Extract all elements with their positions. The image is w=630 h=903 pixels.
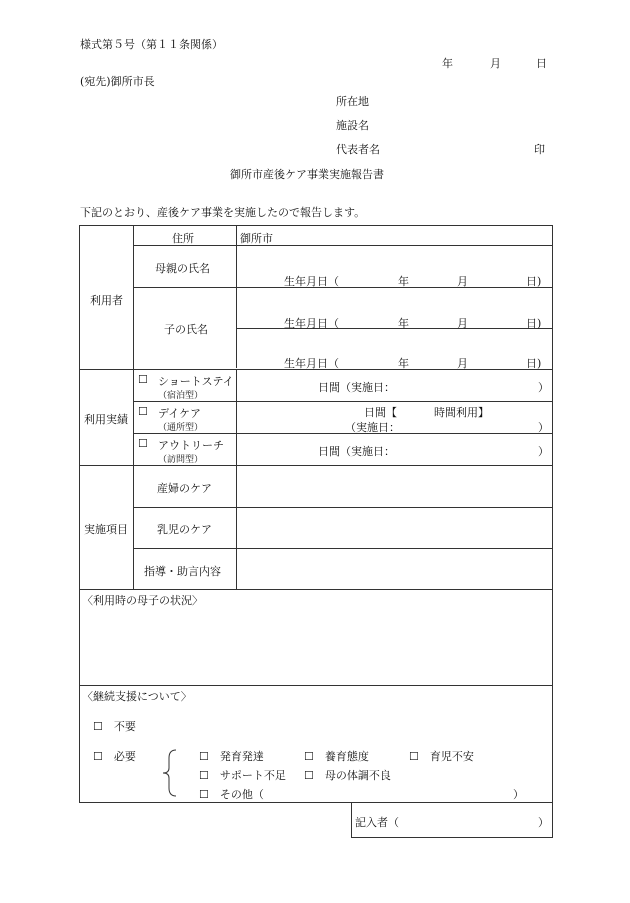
support-needed[interactable]: ☐ 必要 — [93, 750, 136, 763]
outreach-name: アウトリーチ — [158, 439, 224, 452]
option-lack-of-support[interactable]: ☐ サポート不足 — [199, 769, 286, 782]
short-stay-name: ショートステイ — [158, 375, 234, 388]
day-care-name: デイケア — [158, 407, 202, 420]
address-value: 御所市 — [240, 232, 273, 245]
item-guidance: 指導・助言内容 — [144, 565, 221, 578]
recorder-close: ） — [538, 816, 549, 829]
item-maternal-care: 産婦のケア — [157, 482, 212, 495]
date-day-label: 日 — [536, 57, 547, 70]
outreach-close: ） — [538, 445, 549, 458]
seal-label: 印 — [534, 143, 545, 156]
child-name-label: 子の氏名 — [164, 323, 208, 336]
day-care-detail-line1: 日間【 — [364, 406, 397, 419]
document-title: 御所市産後ケア事業実施報告書 — [230, 168, 384, 181]
applicant-facility-label: 施設名 — [336, 119, 369, 132]
user-section-label: 利用者 — [90, 294, 123, 307]
mother-dob-month: 月 — [457, 275, 468, 288]
day-care-close: ） — [538, 421, 549, 434]
applicant-rep-label: 代表者名 — [336, 143, 380, 156]
option-mother-health[interactable]: ☐ 母の体調不良 — [304, 769, 391, 782]
child1-dob-year: 年 — [398, 317, 409, 330]
mother-dob-year: 年 — [398, 275, 409, 288]
mother-name-label: 母親の氏名 — [155, 262, 210, 275]
mother-dob-day: 日) — [526, 275, 542, 288]
outreach-checkbox[interactable]: ☐ — [138, 437, 148, 450]
option-other-close: ） — [513, 788, 524, 801]
applicant-address-label: 所在地 — [336, 95, 369, 108]
date-year-label: 年 — [442, 57, 453, 70]
child2-dob-year: 年 — [398, 357, 409, 370]
outreach-type: （訪問型） — [158, 455, 204, 465]
outreach-detail: 日間（実施日： — [318, 445, 395, 458]
day-care-checkbox[interactable]: ☐ — [138, 405, 148, 418]
address-label: 住所 — [172, 232, 194, 245]
day-care-detail-hours: 時間利用】 — [434, 406, 489, 419]
option-childcare-anxiety[interactable]: ☐ 育児不安 — [409, 750, 474, 763]
child2-dob-label: 生年月日（ — [284, 357, 339, 370]
option-growth[interactable]: ☐ 発育発達 — [199, 750, 264, 763]
items-section-label: 実施項目 — [84, 523, 128, 536]
mother-dob-label: 生年月日（ — [284, 275, 339, 288]
support-not-needed[interactable]: ☐ 不要 — [93, 720, 136, 733]
item-infant-care: 乳児のケア — [157, 523, 212, 536]
child2-dob-day: 日) — [526, 357, 542, 370]
child2-dob-month: 月 — [457, 357, 468, 370]
day-care-type: （通所型） — [158, 423, 204, 433]
child1-dob-month: 月 — [457, 317, 468, 330]
child1-dob-day: 日) — [526, 317, 542, 330]
recorder-label: 記入者（ — [355, 816, 399, 829]
day-care-detail-line2: （実施日： — [345, 421, 400, 434]
short-stay-type: （宿泊型） — [158, 391, 204, 401]
brace-icon — [160, 748, 180, 798]
support-section-label: 〈継続支援について〉 — [82, 690, 192, 703]
short-stay-detail: 日間（実施日： — [318, 381, 395, 394]
report-table — [79, 225, 553, 803]
results-section-label: 利用実績 — [84, 413, 128, 426]
short-stay-checkbox[interactable]: ☐ — [138, 373, 148, 386]
date-month-label: 月 — [490, 57, 501, 70]
intro-text: 下記のとおり、産後ケア事業を実施したので報告します。 — [80, 206, 366, 219]
option-parenting-attitude[interactable]: ☐ 養育態度 — [304, 750, 369, 763]
form-number: 様式第５号（第１１条関係） — [80, 38, 223, 51]
option-other[interactable]: ☐ その他（ — [199, 788, 264, 801]
addressee: (宛先)御所市長 — [80, 75, 155, 88]
child1-dob-label: 生年月日（ — [284, 317, 339, 330]
short-stay-close: ） — [538, 381, 549, 394]
status-section-label: 〈利用時の母子の状況〉 — [82, 594, 203, 607]
